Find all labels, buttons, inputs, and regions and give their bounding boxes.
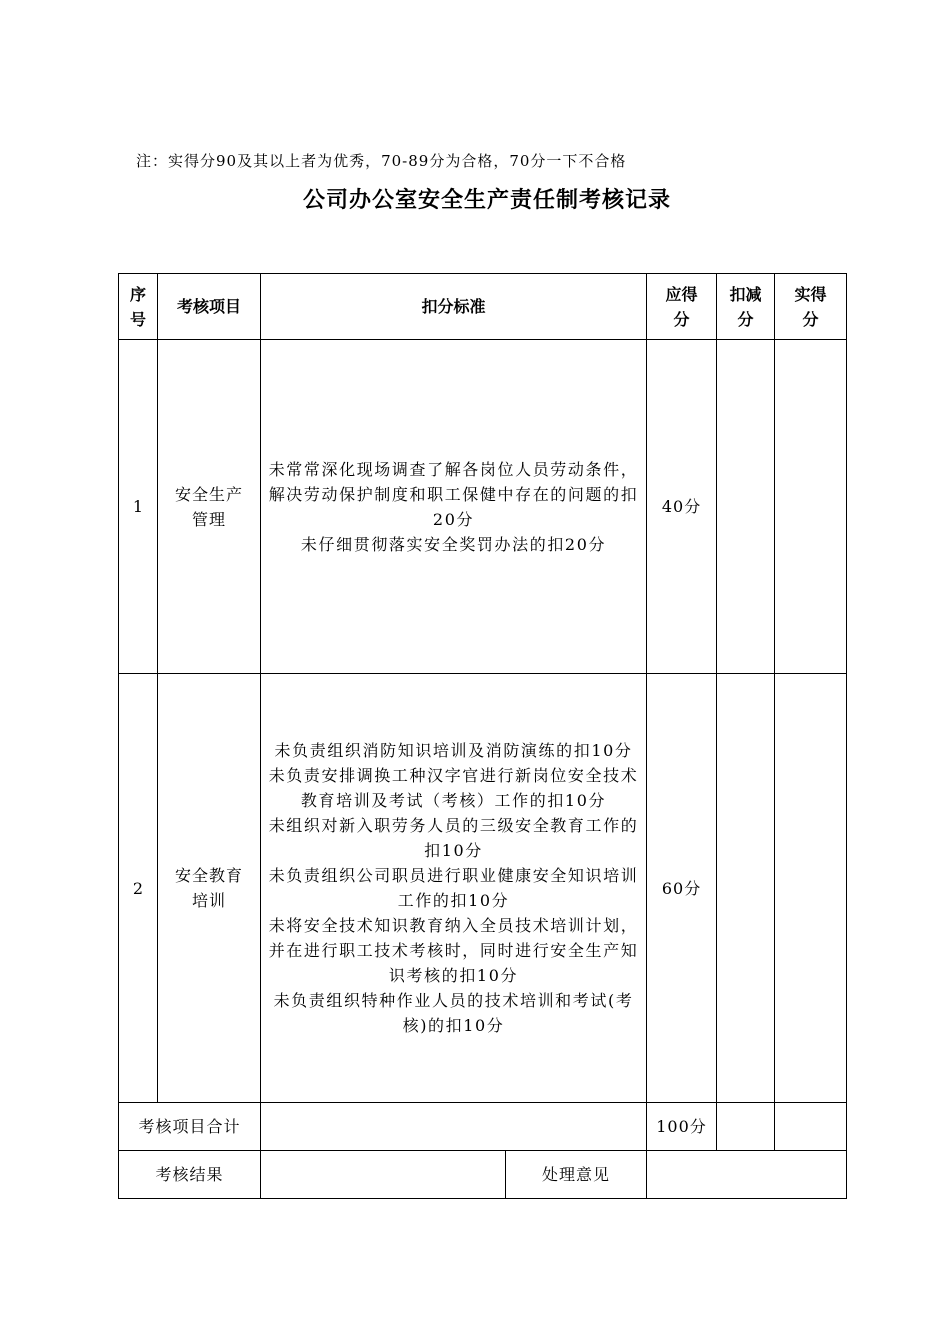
opinion-label: 处理意见 (506, 1151, 647, 1199)
row-due-score: 40分 (647, 340, 717, 674)
result-row (119, 1151, 847, 1199)
header-item: 考核项目 (158, 274, 261, 340)
row-due-score: 60分 (647, 674, 717, 1103)
scoring-note: 注：实得分90及其以上者为优秀，70-89分为合格，70分一下不合格 (136, 152, 627, 170)
row-actual-score (775, 340, 847, 674)
row-actual-score (775, 674, 847, 1103)
opinion-value (647, 1151, 847, 1199)
total-row (119, 1103, 847, 1151)
header-row (119, 274, 847, 340)
row-item: 安全教育 培训 (158, 674, 261, 1103)
header-due: 应得 分 (647, 274, 717, 340)
row-seq: 1 (119, 340, 158, 674)
total-label: 考核项目合计 (119, 1103, 261, 1151)
total-criteria-cell (261, 1103, 647, 1151)
page-title: 公司办公室安全生产责任制考核记录 (302, 188, 671, 213)
row-seq: 2 (119, 674, 158, 1103)
assessment-table (118, 273, 847, 1199)
result-label: 考核结果 (119, 1151, 261, 1199)
header-actual: 实得 分 (775, 274, 847, 340)
row-criteria: 未负责组织消防知识培训及消防演练的扣10分 未负责安排调换工种汉字官进行新岗位安全技术教育培训及考试（考核）工作的扣10分 未组织对新入职劳务人员的三级安全教育工作的扣10分 未负责组织公司职员进行职业健康安全知识培训工作的扣10分 未将安全技术知识教育纳入全员技术培训计划，并在进行职工技术考核时，同时进行安全生产知识考核的扣10分 未负责组织特种作业人员的技术培训和考试(考核)的扣10分 (261, 674, 647, 1103)
header-deduct: 扣减 分 (717, 274, 775, 340)
header-criteria: 扣分标准 (261, 274, 647, 340)
table-row (119, 340, 847, 674)
total-deduct-score (717, 1103, 775, 1151)
table-row (119, 674, 847, 1103)
row-deduct-score (717, 674, 775, 1103)
total-due-score: 100分 (647, 1103, 717, 1151)
header-seq: 序 号 (119, 274, 158, 340)
total-actual-score (775, 1103, 847, 1151)
row-deduct-score (717, 340, 775, 674)
result-value (261, 1151, 506, 1199)
row-criteria: 未常常深化现场调查了解各岗位人员劳动条件，解决劳动保护制度和职工保健中存在的问题的扣20分 未仔细贯彻落实安全奖罚办法的扣20分 (261, 340, 647, 674)
row-item: 安全生产 管理 (158, 340, 261, 674)
